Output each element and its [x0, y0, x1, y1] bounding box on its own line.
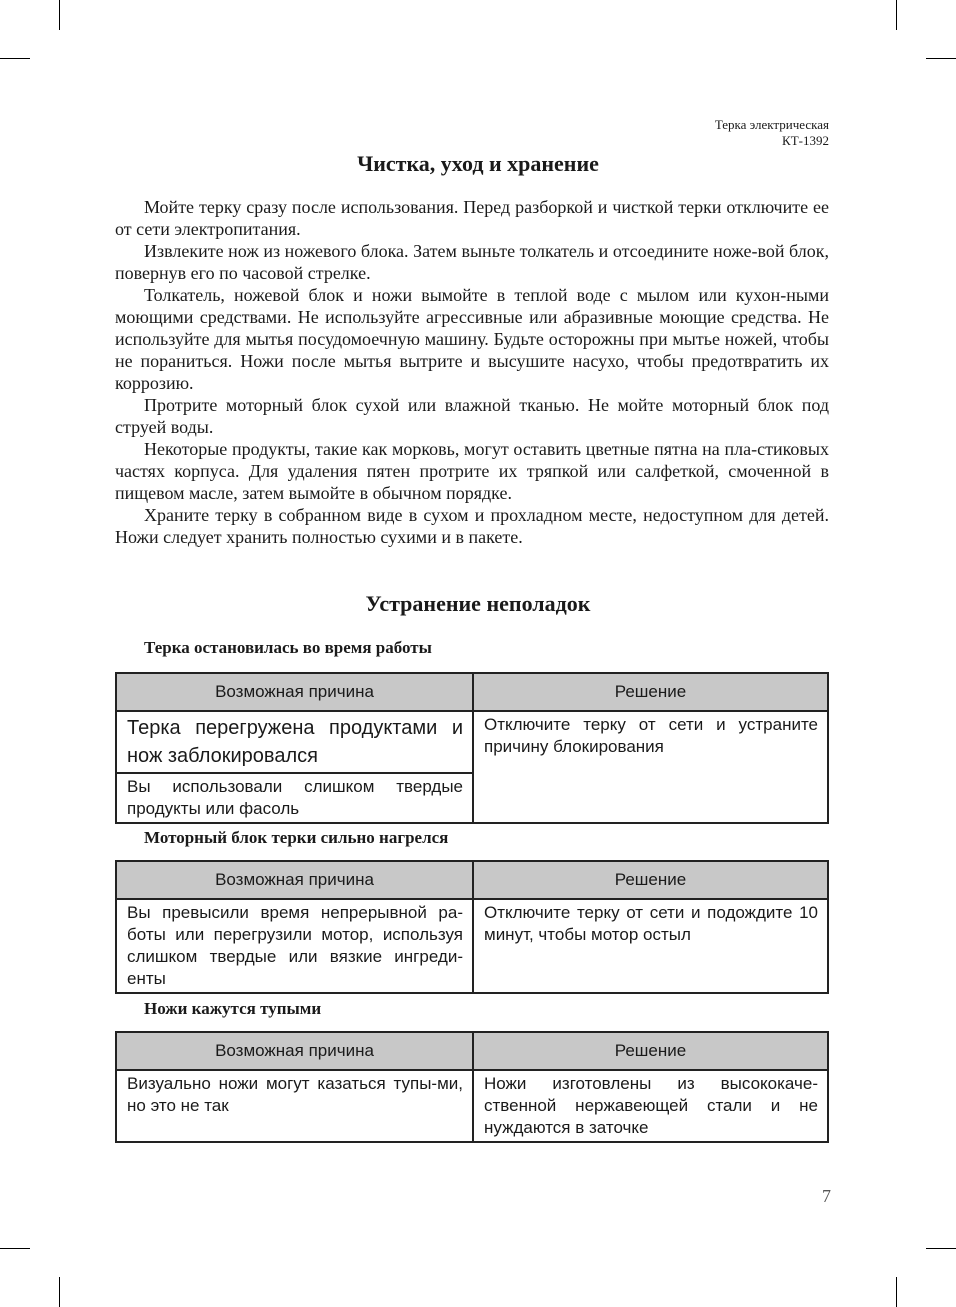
- header-model: КТ-1392: [782, 133, 829, 148]
- cause-cell: Визуально ножи могут казаться тупы-ми, но это не так: [116, 1070, 473, 1142]
- column-header-cause: Возможная причина: [116, 673, 473, 711]
- cause-cell: Терка перегружена продуктами и нож заблокировался: [116, 711, 473, 773]
- crop-mark: [59, 1277, 60, 1307]
- crop-mark: [59, 0, 60, 30]
- paragraph: Протрите моторный блок сухой или влажной тканью. Не мойте моторный блок под струей воды.: [115, 395, 829, 437]
- cause-cell: Вы использовали слишком твердые продукты или фасоль: [116, 773, 473, 823]
- crop-mark: [0, 1248, 30, 1249]
- column-header-cause: Возможная причина: [116, 1032, 473, 1070]
- header-product: Терка электрическая: [714, 117, 829, 132]
- problem-heading: Ножи кажутся тупыми: [144, 999, 322, 1018]
- crop-mark: [0, 58, 30, 59]
- troubleshooting-table: [115, 672, 829, 824]
- table-row: [116, 711, 828, 773]
- column-header-cause: Возможная причина: [116, 861, 473, 899]
- problem-heading: Терка остановилась во время работы: [144, 638, 432, 657]
- troubleshooting-table: [115, 860, 829, 994]
- problem-heading: Моторный блок терки сильно нагрелся: [144, 828, 449, 847]
- crop-mark: [896, 1277, 897, 1307]
- running-header: [715, 117, 829, 149]
- table-row: [116, 1070, 828, 1142]
- column-header-solution: Решение: [473, 673, 828, 711]
- cleaning-body: [115, 196, 829, 548]
- solution-cell: Ножи изготовлены из высококаче-ственной нержавеющей стали и не нуждаются в заточке: [473, 1070, 828, 1142]
- paragraph: Мойте терку сразу после использования. Перед разборкой и чисткой терки отключите ее от сети электропитания.: [115, 197, 829, 239]
- cleaning-title: Чистка, уход и хранение: [357, 151, 599, 176]
- table-row: [116, 899, 828, 993]
- table-header-row: [116, 861, 828, 899]
- column-header-solution: Решение: [473, 861, 828, 899]
- page-number: 7: [822, 1186, 831, 1206]
- paragraph: Храните терку в собранном виде в сухом и прохладном месте, недоступном для детей. Ножи следует хранить полностью сухими и в пакете.: [115, 505, 829, 547]
- crop-mark: [926, 1248, 956, 1249]
- table-header-row: [116, 1032, 828, 1070]
- paragraph: Некоторые продукты, такие как морковь, могут оставить цветные пятна на пла-стиковых частях корпуса. Для удаления пятен протрите их тряпкой или салфеткой, смоченной в пищевом масле, затем вымойте в обычном порядке.: [115, 439, 829, 503]
- paragraph: Извлеките нож из ножевого блока. Затем выньте толкатель и отсоедините ноже-вой блок, повернув его по часовой стрелке.: [115, 241, 829, 283]
- crop-mark: [926, 58, 956, 59]
- table-header-row: [116, 673, 828, 711]
- troubleshooting-title: Устранение неполадок: [365, 591, 591, 616]
- column-header-solution: Решение: [473, 1032, 828, 1070]
- solution-cell: Отключите терку от сети и подождите 10 минут, чтобы мотор остыл: [473, 899, 828, 993]
- cause-cell: Вы превысили время непрерывной ра-боты или перегрузили мотор, используя слишком твердые или вязкие ингреди-енты: [116, 899, 473, 993]
- troubleshooting-table: [115, 1031, 829, 1143]
- crop-mark: [896, 0, 897, 30]
- solution-cell: Отключите терку от сети и устраните причину блокирования: [473, 711, 828, 823]
- paragraph: Толкатель, ножевой блок и ножи вымойте в теплой воде с мылом или кухон-ными моющими средствами. Не используйте агрессивные или абразивные моющие средства. Не используйте для мытья посудомоечную машину. Будьте осторожны при мытье ножей, чтобы не пораниться. Ножи после мытья вытрите и высушите насухо, чтобы предотвратить их коррозию.: [115, 285, 829, 393]
